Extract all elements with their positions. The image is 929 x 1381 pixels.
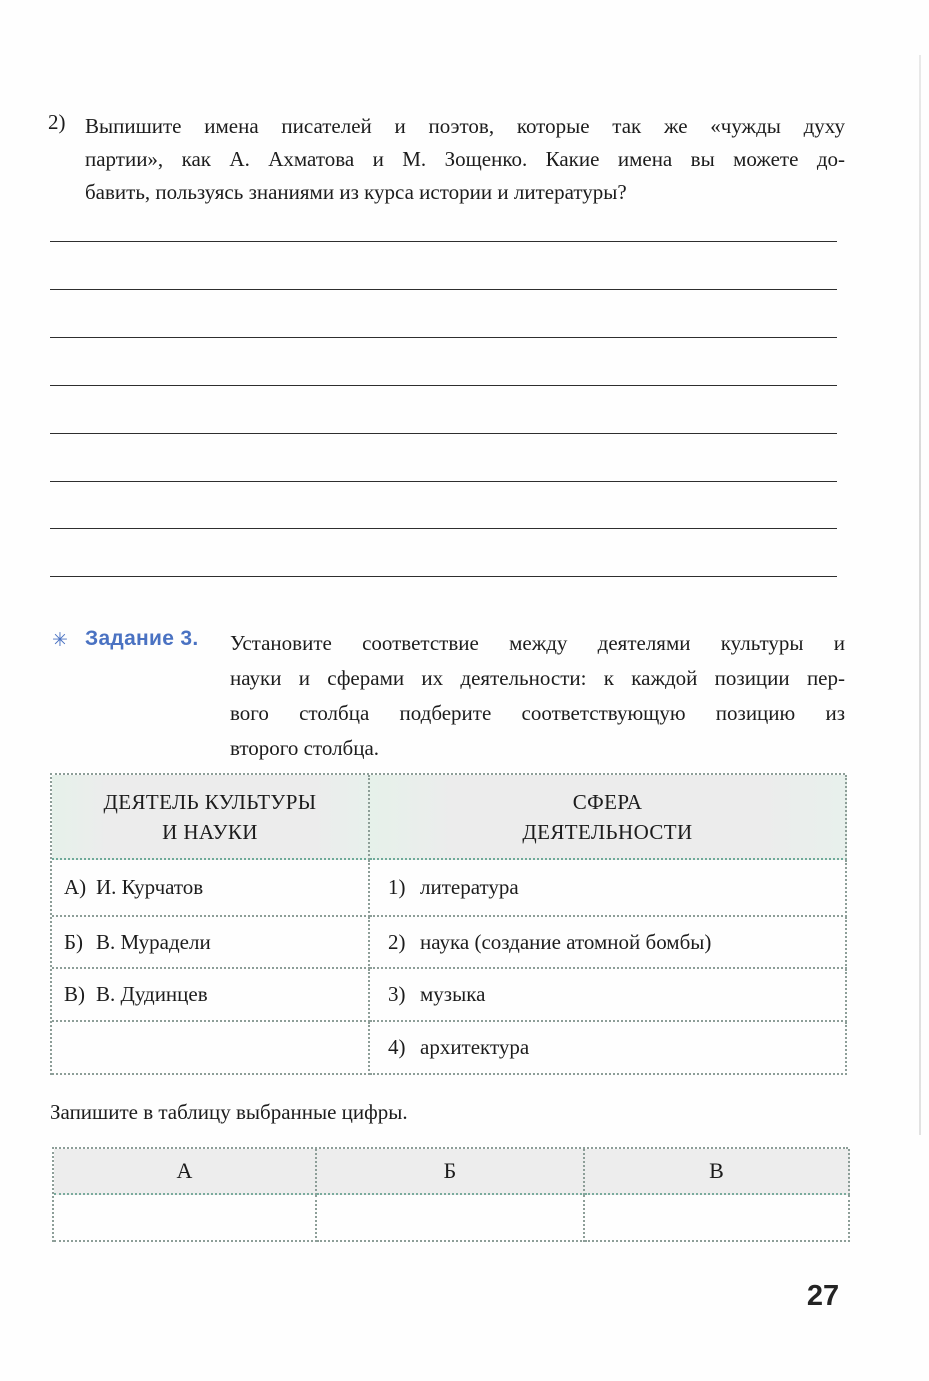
page-number: 27 xyxy=(806,1280,840,1312)
match-right-cell xyxy=(370,969,847,1022)
match-table-header-left xyxy=(52,775,370,860)
match-table-header-right xyxy=(370,775,847,860)
task2-line: бавить, пользуясь знаниями из курса истории и литературы? xyxy=(85,180,627,204)
answer-table-instruction: Запишите в таблицу выбранные цифры. xyxy=(50,1100,408,1124)
match-table xyxy=(50,773,845,1075)
person-name: В. Мурадели xyxy=(96,929,211,954)
answer-cell-a xyxy=(54,1195,317,1242)
answer-line xyxy=(50,433,837,434)
row-number: 3) xyxy=(388,982,406,1006)
answer-table xyxy=(52,1147,848,1242)
answer-line xyxy=(50,337,837,338)
answer-header-v: В xyxy=(585,1149,850,1195)
task3-label: Задание 3. xyxy=(85,627,199,650)
sphere-name: литература xyxy=(420,875,519,899)
header-line: ДЕЯТЕЛЬ КУЛЬТУРЫ xyxy=(103,789,317,814)
match-right-cell xyxy=(370,1022,847,1075)
answer-line xyxy=(50,528,837,529)
sphere-name: музыка xyxy=(420,982,486,1006)
row-number: 2) xyxy=(388,929,406,954)
task2-line: партии», как А. Ахматова и М. Зощенко. Какие имена вы можете до- xyxy=(85,147,845,171)
task3-line: второго столбца. xyxy=(230,736,380,760)
match-right-cell xyxy=(370,860,847,917)
task3-line: вого столбца подберите соответствующую позицию из xyxy=(230,701,845,725)
answer-header-b: Б xyxy=(317,1149,585,1195)
sphere-name: архитектура xyxy=(420,1035,530,1059)
answer-header-a: А xyxy=(54,1149,317,1195)
header-line: И НАУКИ xyxy=(162,819,258,844)
person-name: В. Дудинцев xyxy=(96,982,208,1006)
task3-line: науки и сферами их деятельности: к каждой позиции пер- xyxy=(230,666,845,690)
row-letter: Б) xyxy=(64,929,84,954)
answer-line xyxy=(50,289,837,290)
task2-number: 2) xyxy=(48,110,66,134)
person-name: И. Курчатов xyxy=(96,875,204,899)
match-left-cell xyxy=(52,917,370,969)
match-left-cell xyxy=(52,860,370,917)
match-left-cell-empty xyxy=(52,1022,370,1075)
page-edge-shadow xyxy=(919,55,921,1135)
match-right-cell xyxy=(370,917,847,969)
header-line: ДЕЯТЕЛЬНОСТИ xyxy=(522,819,693,844)
task2-line: Выпишите имена писателей и поэтов, которые так же «чужды духу xyxy=(85,114,845,138)
row-letter: А) xyxy=(64,875,87,899)
match-left-cell xyxy=(52,969,370,1022)
answer-line xyxy=(50,576,837,577)
answer-line xyxy=(50,481,837,482)
asterisk-icon: ✳ xyxy=(52,629,68,651)
header-line: СФЕРА xyxy=(572,789,643,814)
row-number: 1) xyxy=(388,875,406,899)
answer-cell-v xyxy=(585,1195,850,1242)
task3-line: Установите соответствие между деятелями культуры и xyxy=(230,631,845,655)
row-letter: В) xyxy=(64,982,85,1006)
answer-cell-b xyxy=(317,1195,585,1242)
answer-line xyxy=(50,385,837,386)
task2-question xyxy=(85,110,845,209)
answer-line xyxy=(50,241,837,242)
sphere-name: наука (создание атомной бомбы) xyxy=(420,929,712,954)
row-number: 4) xyxy=(388,1035,406,1059)
task3-instruction xyxy=(230,626,845,766)
